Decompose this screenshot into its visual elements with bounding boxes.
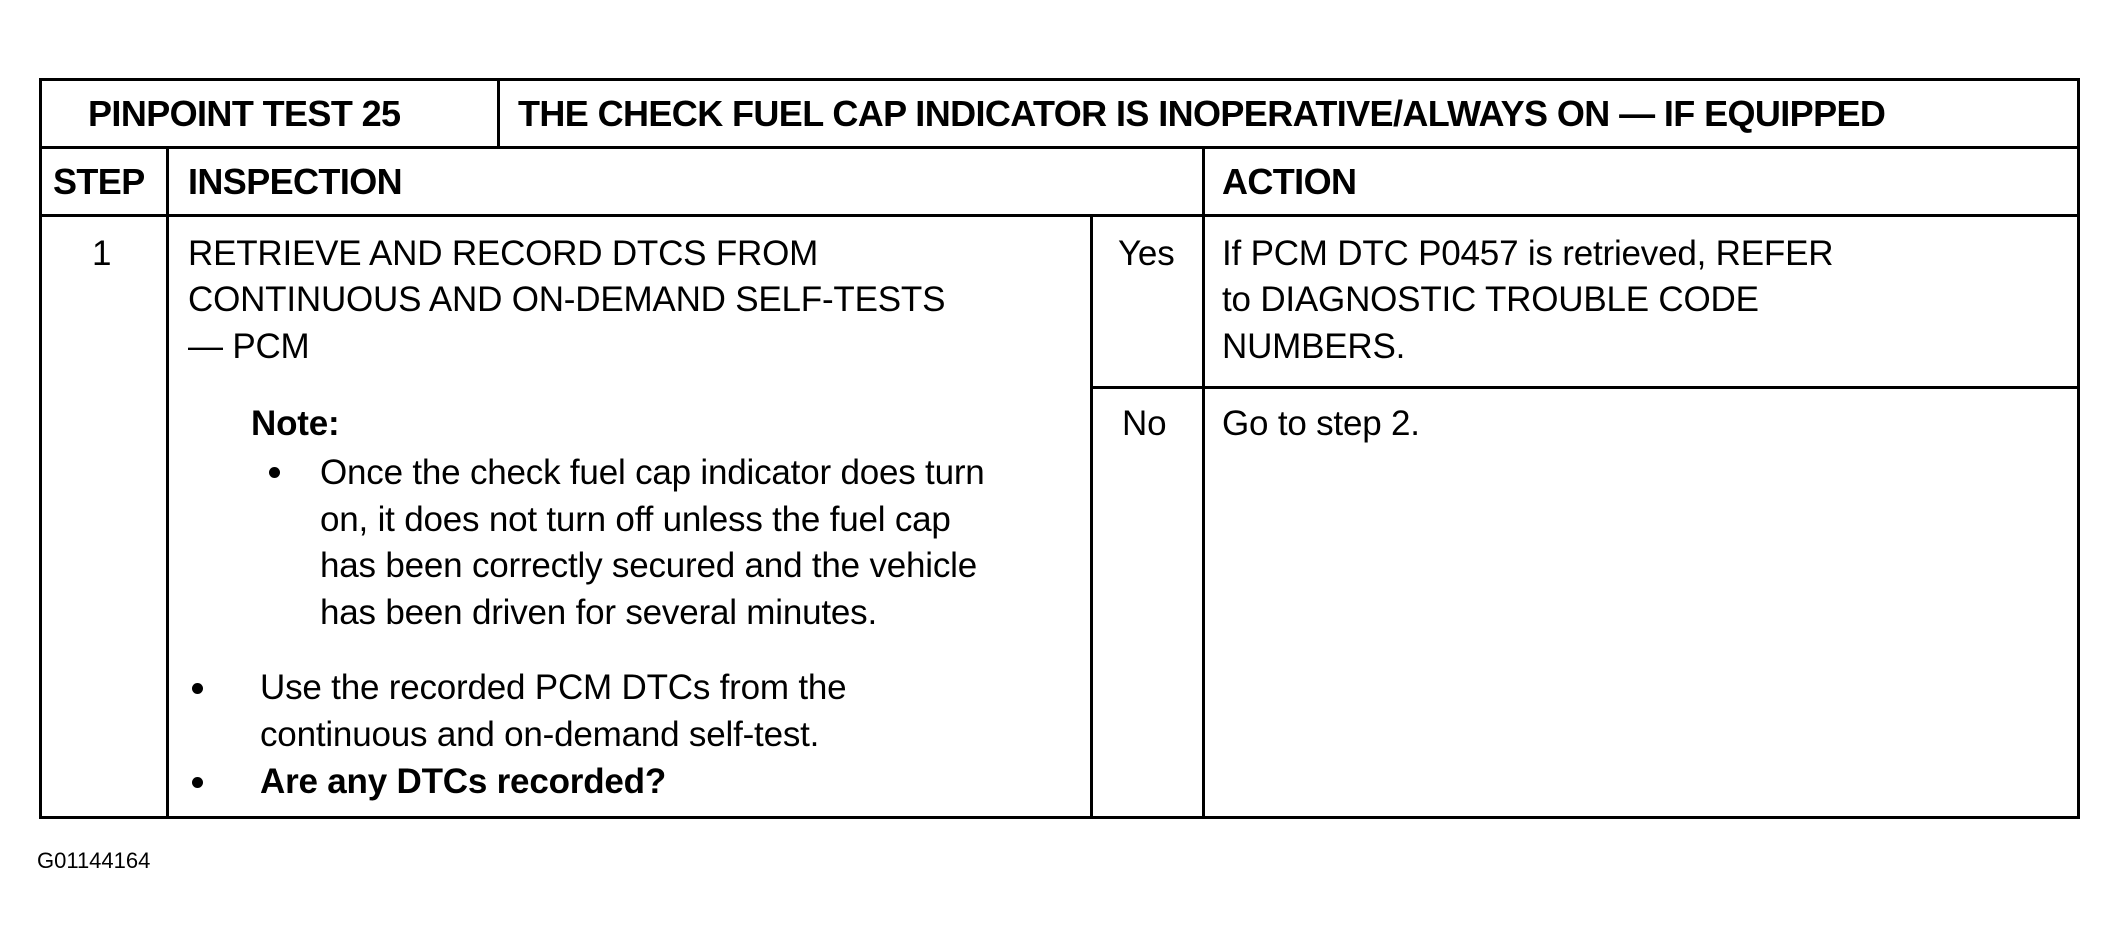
yes-label: Yes <box>1118 234 1175 273</box>
inspection-title-line: CONTINUOUS AND ON-DEMAND SELF-TESTS <box>188 280 946 319</box>
figure-id: G01144164 <box>37 848 151 873</box>
note-label: Note: <box>251 404 340 443</box>
no-action: Go to step 2. <box>1222 404 1420 443</box>
title-cell-divider <box>497 78 500 148</box>
inspection-answer-divider <box>1090 214 1093 819</box>
step-column-divider <box>166 146 169 819</box>
note-bullet-icon <box>269 467 280 478</box>
test-id: PINPOINT TEST 25 <box>88 93 401 134</box>
step-header: STEP <box>53 161 145 202</box>
bullet-text-line: Use the recorded PCM DTCs from the <box>260 668 847 707</box>
step-number: 1 <box>92 234 112 273</box>
note-text-line: Once the check fuel cap indicator does turn <box>320 453 985 492</box>
action-header: ACTION <box>1222 161 1357 202</box>
bullet-icon <box>192 683 203 694</box>
header-row-divider <box>39 214 2080 217</box>
question-text: Are any DTCs recorded? <box>260 762 666 801</box>
yes-action-line: to DIAGNOSTIC TROUBLE CODE <box>1222 280 1759 319</box>
yes-action-line: If PCM DTC P0457 is retrieved, REFER <box>1222 234 1834 273</box>
yes-no-divider <box>1090 386 2080 389</box>
note-text-line: on, it does not turn off unless the fuel cap <box>320 500 951 539</box>
yes-action-line: NUMBERS. <box>1222 327 1406 366</box>
action-column-divider <box>1202 146 1205 819</box>
inspection-title-line: — PCM <box>188 327 310 366</box>
note-text-line: has been driven for several minutes. <box>320 593 877 632</box>
no-label: No <box>1122 404 1167 443</box>
inspection-title-line: RETRIEVE AND RECORD DTCS FROM <box>188 234 819 273</box>
bullet-icon <box>192 777 203 788</box>
note-text-line: has been correctly secured and the vehicle <box>320 546 977 585</box>
bullet-text-line: continuous and on-demand self-test. <box>260 715 820 754</box>
test-title: THE CHECK FUEL CAP INDICATOR IS INOPERATIVE/ALWAYS ON — IF EQUIPPED <box>518 93 1886 134</box>
inspection-header: INSPECTION <box>188 161 403 202</box>
title-row-divider <box>39 146 2080 149</box>
